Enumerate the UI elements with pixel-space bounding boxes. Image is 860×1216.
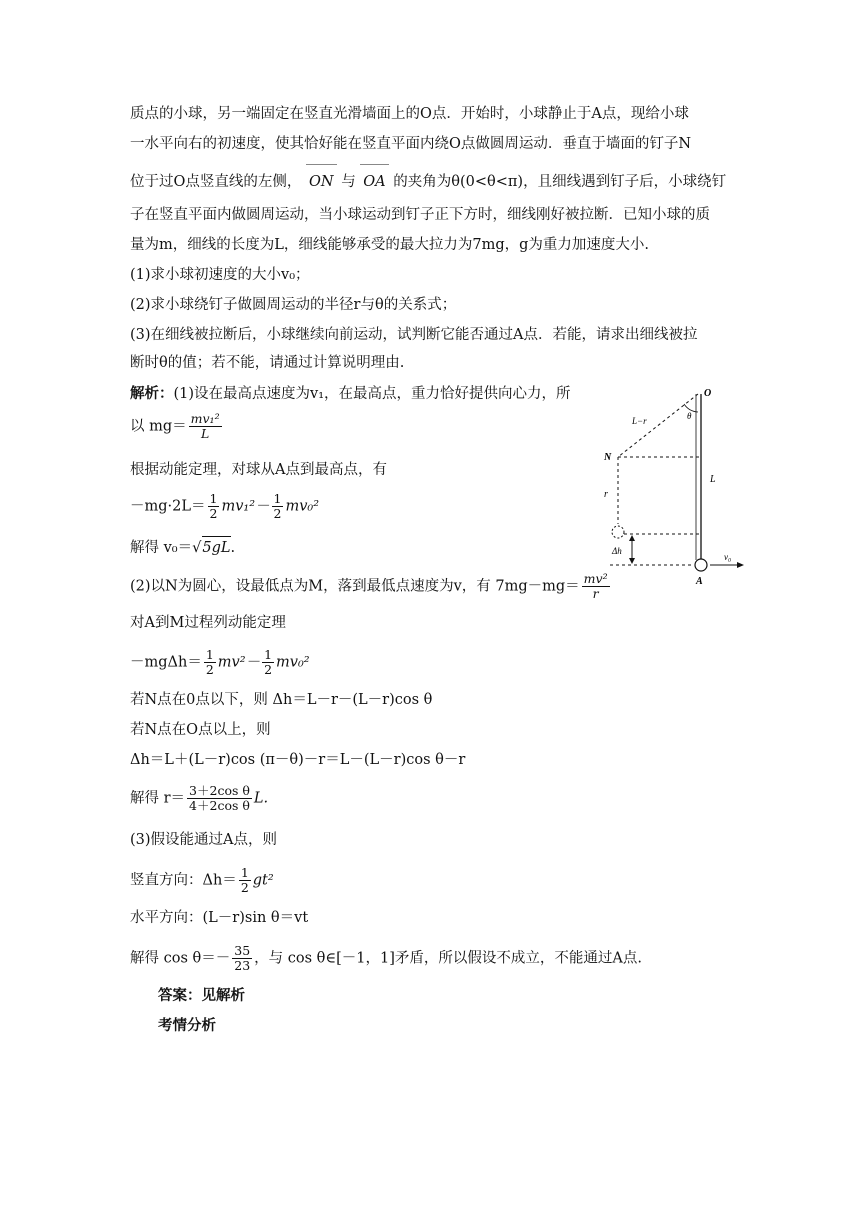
eq-prefix: －mgΔh＝	[130, 654, 202, 671]
eq-prefix: －mg·2L＝	[130, 498, 206, 515]
sqrt-radicand: 5gL	[202, 536, 230, 558]
solution-line-12	[130, 784, 268, 813]
solution-line-1	[130, 384, 571, 404]
solution-line-10: 若N点在O点以上，则	[130, 722, 271, 738]
eq-suffix: ，与 cos θ∈[－1，1]矛盾，所以假设不成立，不能通过A点.	[254, 950, 642, 967]
label-theta: θ	[687, 411, 692, 421]
solution-line-7: 对A到M过程列动能定理	[130, 615, 286, 631]
label-r: r	[604, 489, 608, 500]
fraction-half: $\frac{1}{2}$	[205, 647, 214, 677]
eq-prefix: 解得 cos θ＝－	[130, 950, 231, 967]
eq-suffix: mv₀²	[285, 498, 320, 515]
eq-suffix: mv₀²	[276, 654, 310, 671]
eq-middle: mv₁²－	[221, 498, 270, 515]
eq-prefix: 以 mg＝	[130, 418, 187, 435]
label-v0: v₀	[724, 552, 732, 562]
solution-line-16	[130, 944, 642, 973]
string-segment-lr	[618, 394, 698, 457]
eq-prefix: 竖直方向：Δh＝	[130, 872, 237, 889]
problem-line-1: 质点的小球，另一端固定在竖直光滑墙面上的O点．开始时，小球静止于A点，现给小球	[130, 106, 689, 122]
vector-oa: OA	[360, 172, 388, 192]
answer-line: 答案：见解析	[158, 987, 245, 1004]
dh-arrowhead-up	[629, 535, 635, 541]
solution-line-11: Δh＝L＋(L－r)cos (π－θ)－r＝L－(L－r)cos θ－r	[130, 752, 466, 768]
question-3a: (3)在细线被拉断后，小球继续向前运动，试判断它能否通过A点．若能，请求出细线被拉	[130, 327, 698, 343]
analysis-heading: 考情分析	[158, 1017, 216, 1034]
ball-at-m	[612, 526, 624, 538]
v0-arrowhead	[737, 562, 744, 568]
solution-line-2	[130, 412, 224, 441]
solution-s1: (1)设在最高点速度为v₁，在最高点，重力恰好提供向心力，所	[173, 386, 571, 402]
vector-on: ON	[306, 172, 337, 192]
eq-suffix: L.	[253, 790, 269, 807]
word-yu: 与	[341, 174, 356, 190]
fraction: $\frac{\text{mv²}}{r}$	[583, 571, 608, 601]
dh-arrowhead-down	[629, 558, 635, 564]
problem-line-3	[130, 172, 726, 192]
label-l-minus-r: L−r	[632, 416, 647, 426]
label-l: L	[710, 474, 716, 485]
eq-suffix: gt²	[252, 872, 274, 889]
solution-line-6	[130, 572, 612, 601]
fraction: $\frac{\text{3＋2cos θ}}{\text{4＋2cos θ}}$	[189, 783, 250, 813]
label-delta-h: Δh	[612, 546, 622, 556]
solution-line-14	[130, 866, 274, 895]
problem-line-4: 子在竖直平面内做圆周运动，当小球运动到钉子正下方时，细线刚好被拉断．已知小球的质	[130, 207, 710, 223]
fraction-half: $\frac{1}{2}$	[240, 865, 249, 895]
solution-line-9: 若N点在0点以下，则 Δh＝L－r－(L－r)cos θ	[130, 692, 433, 708]
eq-prefix: 解得 v₀＝	[130, 540, 193, 556]
label-n: N	[604, 452, 612, 463]
label-o: O	[704, 388, 712, 399]
sqrt-sign: √	[192, 540, 202, 556]
eq-prefix: 解得 r＝	[130, 790, 186, 807]
question-3b: 断时θ的值；若不能，请通过计算说明理由.	[130, 355, 405, 371]
problem-line-3b: 的夹角为θ(0<θ<π)，且细线遇到钉子后，小球绕钉	[393, 174, 727, 190]
problem-line-5: 量为m，细线的长度为L，细线能够承受的最大拉力为7mg，g为重力加速度大小.	[130, 237, 650, 253]
solution-line-15: 水平方向：(L－r)sin θ＝vt	[130, 910, 309, 926]
fraction-half: $\frac{1}{2}$	[273, 491, 282, 521]
solution-line-4	[130, 492, 319, 521]
fraction-half: $\frac{1}{2}$	[264, 647, 273, 677]
eq-suffix: .	[230, 540, 236, 556]
problem-line-3a: 位于过O点竖直线的左侧，	[130, 174, 302, 190]
question-1: (1)求小球初速度的大小v₀；	[130, 267, 310, 283]
ball-at-a	[695, 559, 707, 571]
fraction-half: $\frac{1}{2}$	[209, 491, 218, 521]
problem-line-2: 一水平向右的初速度，使其恰好能在竖直平面内绕O点做圆周运动．垂直于墙面的钉子N	[130, 136, 692, 152]
solution-label: 解析：	[130, 385, 174, 402]
question-2: (2)求小球绕钉子做圆周运动的半径r与θ的关系式；	[130, 297, 457, 313]
fraction: $\frac{\text{mv₁²}}{L}$	[190, 411, 220, 441]
physics-diagram	[590, 382, 760, 592]
eq-middle: mv²－	[217, 654, 261, 671]
fraction: $\frac{35}{23}$	[234, 943, 251, 973]
solution-line-3: 根据动能定理，对球从A点到最高点，有	[130, 462, 387, 478]
solution-line-8	[130, 648, 310, 677]
eq-prefix: (2)以N为圆心，设最低点为M，落到最低点速度为v，有 7mg－mg＝	[130, 578, 580, 595]
solution-line-13: (3)假设能通过A点，则	[130, 832, 278, 848]
solution-line-5	[130, 536, 235, 558]
label-a: A	[696, 576, 703, 587]
